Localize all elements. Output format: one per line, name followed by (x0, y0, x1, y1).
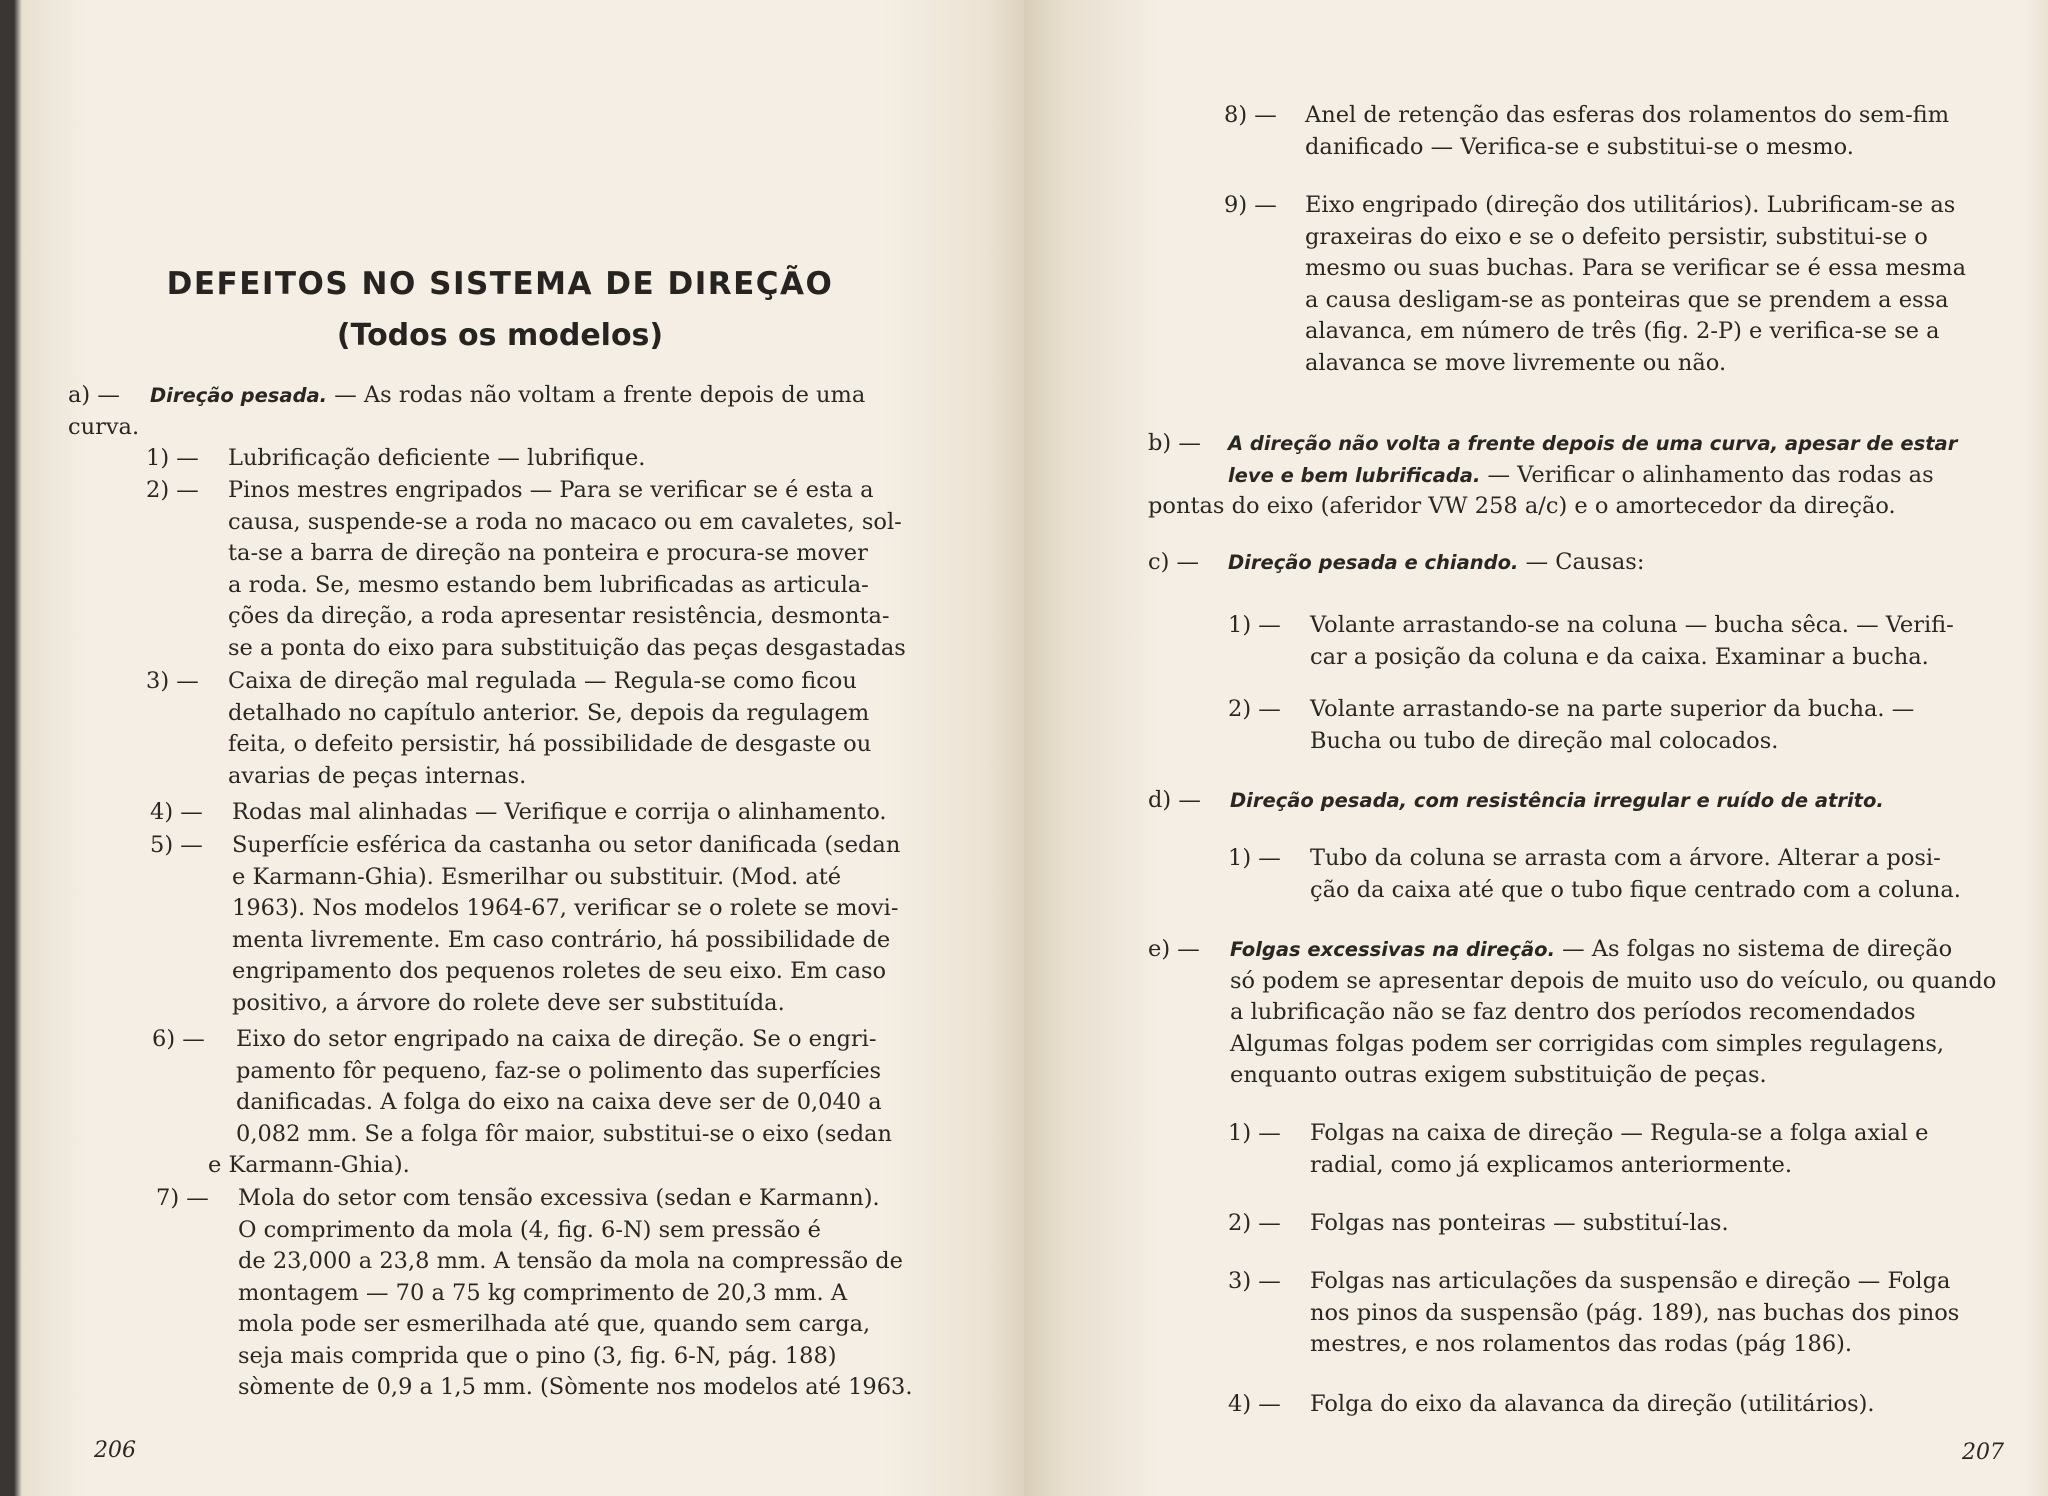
item-line: mesmo ou suas buchas. Para se verificar se é essa mesma (1305, 255, 1967, 281)
item-line: e Karmann-Ghia). Esmerilhar ou substituir. (Mod. até (232, 863, 842, 890)
item-line: Mola do setor com tensão excessiva (sedan e Karmann). (238, 1185, 880, 1211)
item-label: 3) — (146, 668, 199, 694)
section-d-label: d) — (1148, 787, 1201, 813)
item-label: 7) — (156, 1185, 209, 1211)
item-line: Eixo do setor engripado na caixa de direção. Se o engri- (236, 1026, 877, 1052)
item-line: mola pode ser esmerilhada até que, quando sem carga, (238, 1311, 871, 1337)
item-line: detalhado no capítulo anterior. Se, depois da regulagem (228, 699, 870, 726)
item-line: Folgas nas ponteiras — substituí-las. (1310, 1210, 1729, 1236)
item-line: Folgas na caixa de direção — Regula-se a folga axial e (1310, 1120, 1929, 1146)
item-line: causa, suspende-se a roda no macaco ou em cavaletes, sol- (228, 508, 902, 535)
section-e-item-2 (1228, 1208, 1729, 1240)
item-9 (1224, 190, 1966, 379)
item-line: Anel de retenção das esferas dos rolamentos do sem-fim (1305, 102, 1950, 128)
item-8 (1224, 100, 1949, 163)
item-line: seja mais comprida que o pino (3, fig. 6-N, pág. 188) (238, 1342, 837, 1369)
item-line: Bucha ou tubo de direção mal colocados. (1310, 727, 1779, 754)
item-1 (146, 443, 645, 475)
item-5 (150, 830, 900, 1019)
section-b (1148, 428, 1957, 523)
item-label: 6) — (152, 1026, 205, 1052)
item-line: engripamento dos pequenos roletes de seu eixo. Em caso (232, 958, 887, 984)
item-4 (150, 797, 887, 829)
item-line: Caixa de direção mal regulada — Regula-se como ficou (228, 668, 857, 694)
section-a-heading: Direção pesada. (150, 384, 328, 407)
item-3 (146, 666, 871, 792)
section-c-label: c) — (1148, 549, 1200, 575)
item-line: ções da direção, a roda apresentar resistência, desmonta- (228, 603, 890, 629)
section-e-text: — As folgas no sistema de direção (1555, 936, 1953, 962)
item-line: Folgas nas articulações da suspensão e direção — Folga (1310, 1268, 1951, 1294)
section-b-text-2: pontas do eixo (aferidor VW 258 a/c) e o amortecedor da direção. (1148, 493, 1896, 519)
item-line: positivo, a árvore do rolete deve ser substituída. (232, 989, 785, 1016)
item-label: 3) — (1228, 1268, 1281, 1294)
item-line: Rodas mal alinhadas — Verifique e corrija o alinhamento. (232, 799, 887, 825)
section-b-label: b) — (1148, 430, 1201, 456)
item-line: Tubo da coluna se arrasta com a árvore. Alterar a posi- (1310, 845, 1941, 871)
section-d-heading: Direção pesada, com resistência irregular e ruído de atrito. (1230, 789, 1884, 812)
item-line: Lubrificação deficiente — lubrifique. (228, 445, 646, 471)
section-d-item-1 (1228, 843, 1961, 906)
item-line: O comprimento da mola (4, fig. 6-N) sem pressão é (238, 1216, 821, 1243)
item-line: Volante arrastando-se na parte superior da bucha. — (1310, 696, 1915, 722)
section-e-line: só podem se apresentar depois de muito uso do veículo, ou quando (1230, 967, 1997, 994)
section-a-text: — As rodas não voltam a frente depois de uma (327, 382, 866, 408)
item-line: Eixo engripado (direção dos utilitários). Lubrificam-se as (1305, 192, 1956, 218)
section-b-heading-2: leve e bem lubrificada. (1228, 463, 1481, 487)
section-e (1148, 934, 1996, 1092)
item-line: se a ponta do eixo para substituição das peças desgastadas (228, 634, 906, 661)
item-line: nos pinos da suspensão (pág. 189), nas buchas dos pinos (1310, 1299, 1960, 1326)
item-label: 2) — (1228, 696, 1281, 722)
section-e-heading: Folgas excessivas na direção. (1230, 938, 1555, 961)
item-line: danificadas. A folga do eixo na caixa deve ser de 0,040 a (236, 1089, 882, 1115)
item-label: 2) — (1228, 1210, 1281, 1236)
section-a (68, 380, 865, 443)
item-line: pamento fôr pequeno, faz-se o polimento das superfícies (236, 1057, 882, 1084)
chapter-title: DEFEITOS NO SISTEMA DE DIREÇÃO (166, 266, 834, 302)
section-e-item-3 (1228, 1266, 1959, 1361)
item-line: sòmente de 0,9 a 1,5 mm. (Sòmente nos modelos até 1963. (238, 1374, 913, 1400)
item-line: Volante arrastando-se na coluna — bucha sêca. — Verifi- (1310, 612, 1954, 638)
item-line: 0,082 mm. Se a folga fôr maior, substitui-se o eixo (sedan (236, 1120, 893, 1147)
section-e-line: a lubrificação não se faz dentro dos períodos recomendados (1230, 999, 1916, 1025)
section-d (1148, 785, 1884, 817)
item-line: alavanca se move livremente ou não. (1305, 349, 1727, 376)
item-line: ção da caixa até que o tubo fique centrado com a coluna. (1310, 876, 1961, 903)
item-line: radial, como já explicamos anteriormente. (1310, 1151, 1792, 1178)
item-6 (152, 1024, 892, 1182)
item-label: 9) — (1224, 192, 1277, 218)
item-label: 4) — (1228, 1391, 1281, 1417)
section-a-label: a) — (68, 382, 120, 408)
section-e-label: e) — (1148, 936, 1200, 962)
item-label: 2) — (146, 477, 199, 503)
section-c-heading: Direção pesada e chiando. (1228, 551, 1519, 574)
item-line: feita, o defeito persistir, há possibilidade de desgaste ou (228, 731, 872, 757)
section-c-item-2 (1228, 694, 1914, 757)
section-b-text: — Verificar o alinhamento das rodas as (1480, 461, 1934, 488)
item-line: Superfície esférica da castanha ou setor danificada (sedan (232, 832, 901, 858)
item-line: danificado — Verifica-se e substitui-se o mesmo. (1305, 133, 1854, 160)
item-line: mestres, e nos rolamentos das rodas (pág 186). (1310, 1331, 1853, 1357)
item-7 (156, 1183, 913, 1404)
item-label: 1) — (1228, 1120, 1281, 1146)
item-line: a causa desligam-se as ponteiras que se prendem a essa (1305, 286, 1949, 313)
item-line: menta livremente. Em caso contrário, há possibilidade de (232, 926, 891, 953)
item-line: alavanca, em número de três (fig. 2-P) e verifica-se se a (1305, 318, 1940, 344)
section-e-line: enquanto outras exigem substituição de peças. (1230, 1062, 1767, 1088)
item-line: montagem — 70 a 75 kg comprimento de 20,3 mm. A (238, 1279, 848, 1306)
section-e-item-1 (1228, 1118, 1928, 1181)
item-label: 4) — (150, 799, 203, 825)
item-label: 1) — (146, 445, 199, 471)
section-a-text-2: curva. (68, 413, 140, 440)
item-line: a roda. Se, mesmo estando bem lubrificadas as articula- (228, 571, 869, 598)
section-c-text: — Causas: (1518, 549, 1645, 575)
item-label: 5) — (150, 832, 203, 858)
item-line: 1963). Nos modelos 1964-67, verificar se o rolete se movi- (232, 895, 899, 921)
item-line: avarias de peças internas. (228, 762, 527, 789)
section-b-heading: A direção não volta a frente depois de uma curva, apesar de estar (1228, 432, 1958, 455)
section-e-item-4 (1228, 1389, 1875, 1421)
item-line: ta-se a barra de direção na ponteira e procura-se mover (228, 540, 868, 566)
page-number: 206 (94, 1438, 136, 1463)
item-line: car a posição da coluna e da caixa. Examinar a bucha. (1310, 643, 1929, 670)
item-label: 1) — (1228, 845, 1281, 871)
item-line: Pinos mestres engripados — Para se verificar se é esta a (228, 477, 874, 503)
chapter-subtitle: (Todos os modelos) (336, 318, 664, 353)
item-line: e Karmann-Ghia). (208, 1152, 410, 1178)
item-line: de 23,000 a 23,8 mm. A tensão da mola na compressão de (238, 1248, 904, 1274)
item-line: Folga do eixo da alavanca da direção (utilitários). (1310, 1391, 1875, 1417)
item-label: 1) — (1228, 612, 1281, 638)
right-page (1024, 0, 2048, 1496)
item-2 (146, 475, 906, 664)
section-c-item-1 (1228, 610, 1954, 673)
page-number: 207 (1962, 1440, 2004, 1465)
item-line: graxeiras do eixo e se o defeito persistir, substitui-se o (1305, 223, 1928, 250)
item-label: 8) — (1224, 102, 1277, 128)
section-c (1148, 547, 1644, 579)
section-e-line: Algumas folgas podem ser corrigidas com simples regulagens, (1230, 1030, 1945, 1057)
